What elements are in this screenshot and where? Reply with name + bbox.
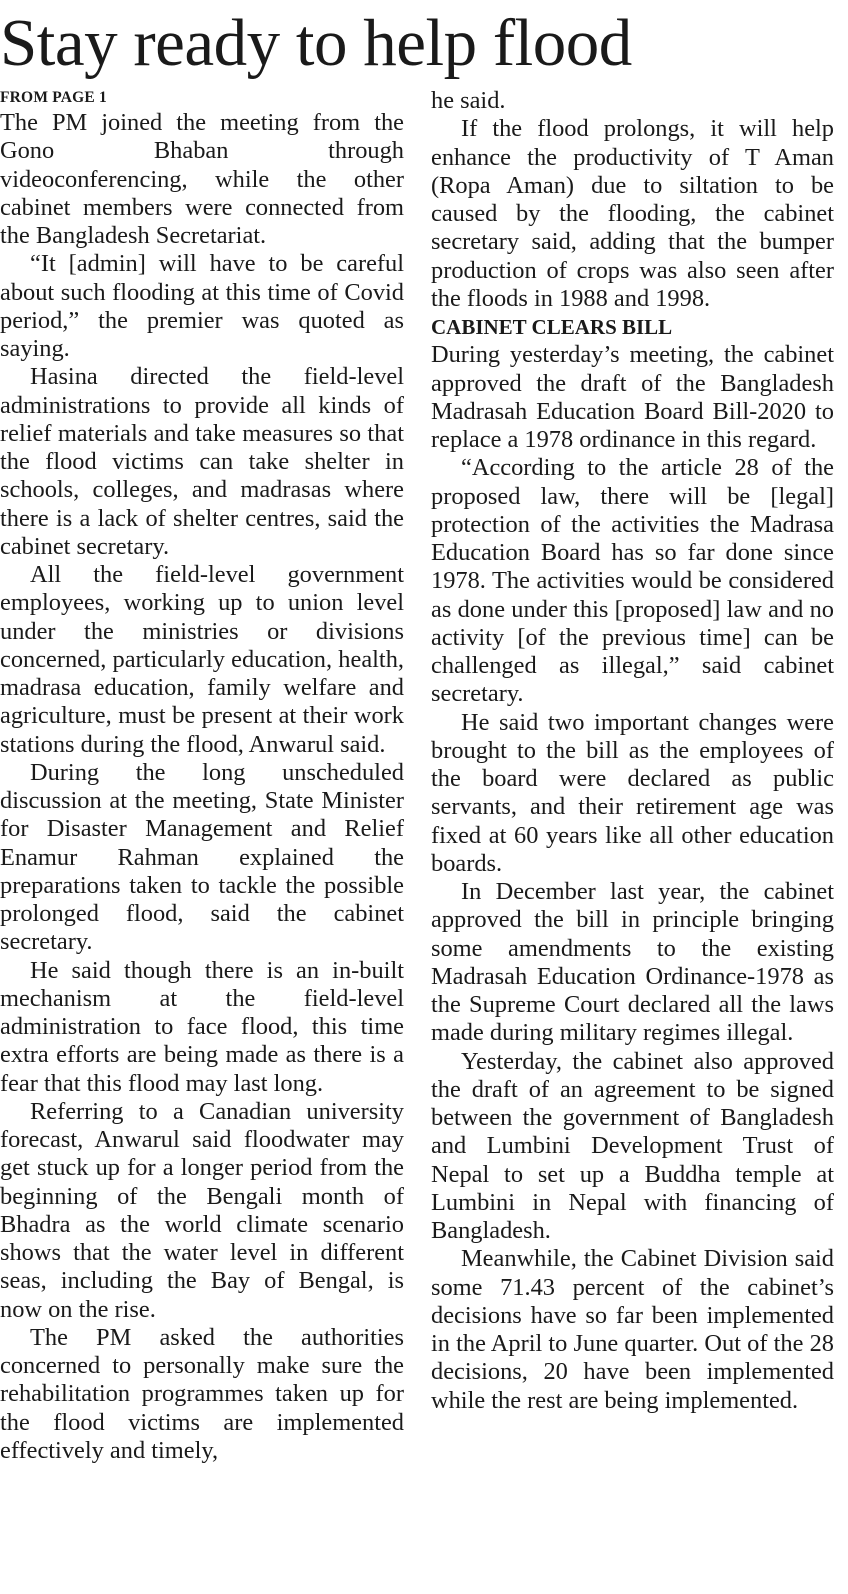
paragraph: In December last year, the cabinet approved the bill in principle bringing some amendments to the existing Madrasah Education Ordinance-1978 as the Supreme Court declared all the laws made during military regimes illegal.: [431, 878, 834, 1047]
paragraph: All the field-level government employees, working up to union level under the ministries or divisions concerned, particularly education, health, madrasa education, family welfare and agriculture, must be present at their work stations during the flood, Anwarul said.: [0, 561, 404, 758]
paragraph: During the long unscheduled discussion at the meeting, State Minister for Disaster Management and Relief Enamur Rahman explained the preparations taken to tackle the possible prolonged flood, said the cabinet secretary.: [0, 758, 404, 956]
jump-label: FROM PAGE 1: [0, 89, 107, 106]
paragraph: Hasina directed the field-level administrations to provide all kinds of relief materials and take measures so that the flood victims can take shelter in schools, colleges, and madrasas where there is a lack of shelter centres, said the cabinet secretary.: [0, 363, 404, 560]
paragraph: If the flood prolongs, it will help enhance the productivity of T Aman (Ropa Aman) due to siltation to be caused by the flooding, the cabinet secretary said, adding that the bumper production of crops was also seen after the floods in 1988 and 1998.: [431, 115, 834, 312]
article-column-left: [0, 87, 404, 1465]
headline: Stay ready to help flood: [0, 6, 632, 80]
paragraph: “It [admin] will have to be careful about such flooding at this time of Covid period,” the premier was quoted as saying.: [0, 250, 404, 362]
paragraph: “According to the article 28 of the proposed law, there will be [legal] protection of the activities the Madrasa Education Board has so far done since 1978. The activities would be considered as done under this [proposed] law and no activity [of the previous time] can be challenged as illegal,” said cabinet secretary.: [431, 454, 834, 708]
paragraph: The PM asked the authorities concerned to personally make sure the rehabilitation programmes taken up for the flood victims are implemented effectively and timely,: [0, 1323, 404, 1464]
paragraph: He said though there is an in-built mechanism at the field-level administration to face flood, this time extra efforts are being made as there is a fear that this flood may last long.: [0, 956, 404, 1097]
paragraph: He said two important changes were brought to the bill as the employees of the board were declared as public servants, and their retirement age was fixed at 60 years like all other education boards.: [431, 708, 834, 877]
paragraph: During yesterday’s meeting, the cabinet approved the draft of the Bangladesh Madrasah Education Board Bill-2020 to replace a 1978 ordinance in this regard.: [431, 341, 834, 453]
paragraph: Yesterday, the cabinet also approved the draft of an agreement to be signed between the government of Bangladesh and Lumbini Development Trust of Nepal to set up a Buddha temple at Lumbini in Nepal with financing of Bangladesh.: [431, 1047, 834, 1244]
section-subhead: CABINET CLEARS BILL: [431, 315, 673, 339]
article-column-right: [431, 87, 834, 1415]
paragraph: The PM joined the meeting from the Gono Bhaban through videoconferencing, while the other cabinet members were connected from the Bangladesh Secretariat.: [0, 109, 404, 249]
paragraph: Referring to a Canadian university forecast, Anwarul said floodwater may get stuck up for a longer period from the beginning of the Bengali month of Bhadra as the world climate scenario shows that the water level in different seas, including the Bay of Bengal, is now on the rise.: [0, 1097, 404, 1323]
paragraph: Meanwhile, the Cabinet Division said some 71.43 percent of the cabinet’s decisions have so far been implemented in the April to June quarter. Out of the 28 decisions, 20 have been implemented while the rest are being implemented.: [431, 1245, 834, 1414]
paragraph-continuation: he said.: [431, 87, 506, 114]
